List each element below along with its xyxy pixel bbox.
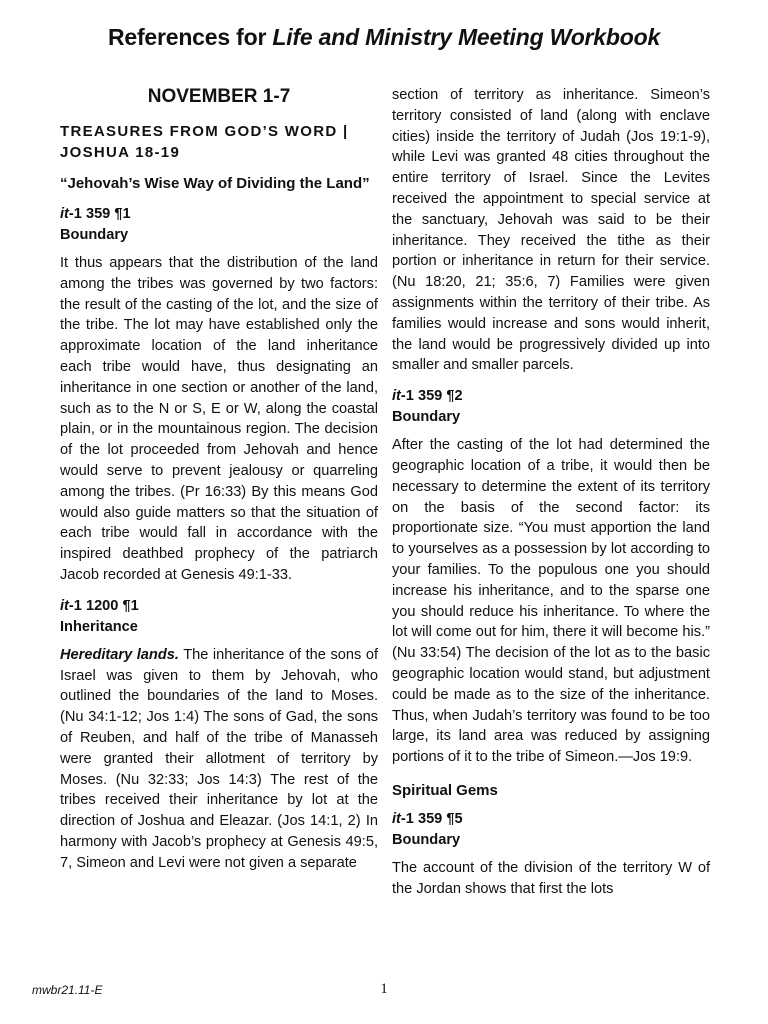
body-paragraph: It thus appears that the distribution of the land among the tribes was governed by two factors: the result of the casting of the lot, and the size of the tribe. The lot may have established only the approximate location of the land inheritance each tribe would have, thus designating an inheritance in one section or another of the land, such as to the N or S, E or W, along the coastal plain, or in the mountainous region. The decision of the lot proceeded from Jehovah and hence would serve to prevent jealousy or quarreling among the tribes. (Pr 16:33) By this means God would also guide matters so that the situation of each tribe would fall in accordance with the inspired deathbed prophecy of the patriarch Jacob recorded at Genesis 49:1-33. bbox=[60, 255, 378, 583]
body-paragraph: The account of the division of the territory W of the Jordan shows that first the lots bbox=[392, 859, 710, 897]
spiritual-gems-heading: Spiritual Gems bbox=[392, 781, 498, 799]
page-title bbox=[0, 24, 768, 51]
publication-abbr: it bbox=[392, 810, 401, 827]
title-prefix: References for bbox=[107, 24, 273, 50]
section-heading: TREASURES FROM GOD’S WORD | JOSHUA 18-19 bbox=[60, 123, 349, 161]
title-workbook-name: Life and Ministry Meeting Workbook bbox=[272, 24, 661, 50]
publication-abbr: it bbox=[392, 388, 401, 405]
body-paragraph: section of territory as inheritance. Simeon’s territory consisted of land (along with enclave cities) inside the territory of Judah (Jos 19:1-9), while Levi was granted 48 cities throughout the entire territory of Israel. Since the Levites received the appointment to special service at the sanctuary, Jehovah was said to be their inheritance. They received the tithe as their portion or inheritance in return for their service. (Nu 18:20, 21; 35:6, 7) Families were given assignments within the territory of their tribe. As families would increase and sons would inherit, the land would be progressively divided up into smaller and smaller parcels. bbox=[392, 87, 710, 374]
paragraph-lead: Hereditary lands. bbox=[60, 646, 179, 663]
body-paragraph: Hereditary lands. The inheritance of the sons of Israel was given to them by Jehovah, who outlined the boundaries of the land to Moses. (Nu 34:1-12; Jos 1:4) The sons of Gad, the sons of Reuben, and half of the tribe of Manasseh were granted their allotment of territory by Moses. (Nu 32:33; Jos 14:3) The rest of the tribes received their inheritance by lot at the direction of Joshua and Eleazar. (Jos 14:1, 2) In harmony with Jacob’s prophecy at Genesis 49:5, 7, Simeon and Levi were not given a separate bbox=[60, 646, 378, 871]
reference-citation: it-1 359 ¶2 bbox=[392, 388, 463, 405]
reference-citation: it-1 359 ¶5 bbox=[392, 810, 463, 827]
left-column bbox=[60, 84, 378, 884]
body-paragraph: After the casting of the lot had determined the geographic location of a tribe, it would then be necessary to determine the extent of its territory on the basis of the second factor: its proportionate size. “You must apportion the land to yourselves as a possession by lot according to your families. To the populous one you should increase his inheritance, and to the sparse one you should reduce his inheritance. To where the lot will come out for him, there it will become his.” (Nu 33:54) The decision of the lot as to the basic geographic location would stand, but adjustment could be made as to the size of the inheritance. Thus, when Judah’s territory was found to be too large, its land area was reduced by assigning portions of it to the tribe of Simeon.—Jos 19:9. bbox=[392, 437, 710, 766]
reference-topic: Boundary bbox=[392, 831, 461, 848]
article-heading: “Jehovah’s Wise Way of Dividing the Land” bbox=[60, 175, 370, 192]
footer-code: mwbr21.11-E bbox=[32, 983, 103, 997]
reference-topic: Boundary bbox=[392, 409, 461, 426]
page-number: 1 bbox=[380, 981, 388, 997]
reference-topic: Boundary bbox=[60, 227, 129, 243]
right-column bbox=[392, 85, 710, 910]
week-heading: NOVEMBER 1-7 bbox=[147, 86, 291, 107]
publication-abbr: it bbox=[60, 206, 69, 222]
reference-citation: it-1 1200 ¶1 bbox=[60, 597, 139, 614]
reference-topic: Inheritance bbox=[60, 618, 138, 635]
reference-citation: it-1 359 ¶1 bbox=[60, 206, 131, 222]
publication-abbr: it bbox=[60, 597, 69, 614]
